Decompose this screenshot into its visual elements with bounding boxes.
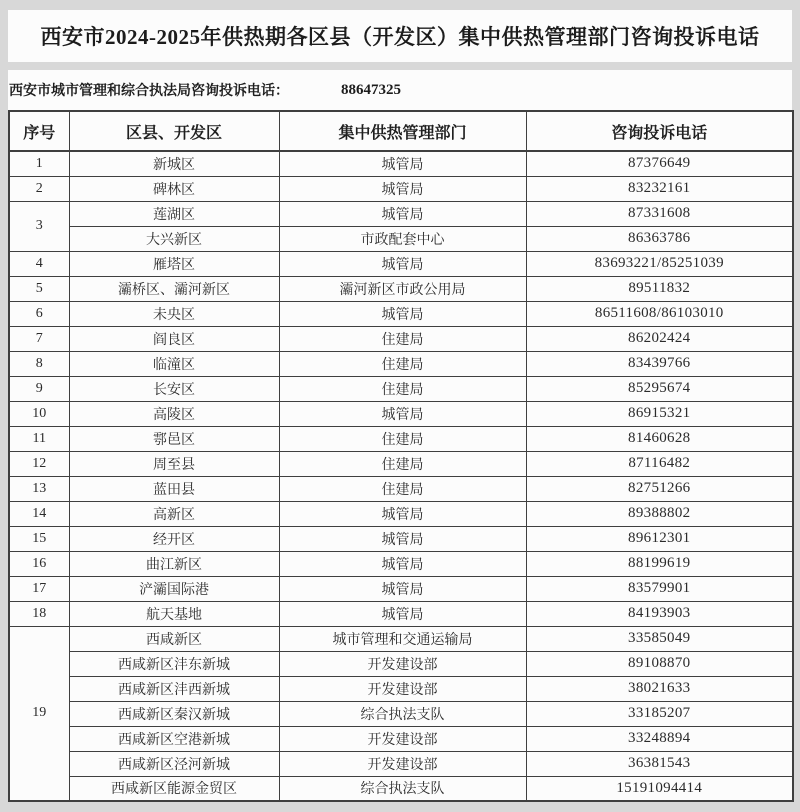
district-cell: 西咸新区能源金贸区 bbox=[69, 776, 279, 801]
city-bureau-hotline-label: 西安市城市管理和综合执法局咨询投诉电话： bbox=[9, 84, 289, 99]
row-serial-number: 18 bbox=[9, 601, 69, 626]
table-row bbox=[9, 476, 793, 501]
row-serial-number: 15 bbox=[9, 526, 69, 551]
table-header-row bbox=[9, 111, 793, 151]
district-cell: 浐灞国际港 bbox=[69, 576, 279, 601]
phone-cell: 33185207 bbox=[526, 701, 793, 726]
district-cell: 高新区 bbox=[69, 501, 279, 526]
table-row bbox=[9, 651, 793, 676]
table-row bbox=[9, 726, 793, 751]
department-cell: 城管局 bbox=[279, 201, 526, 226]
table-row bbox=[9, 601, 793, 626]
table-row bbox=[9, 526, 793, 551]
row-serial-number: 14 bbox=[9, 501, 69, 526]
table-row bbox=[9, 226, 793, 251]
phone-cell: 86202424 bbox=[526, 326, 793, 351]
district-cell: 西咸新区泾河新城 bbox=[69, 751, 279, 776]
table-row bbox=[9, 451, 793, 476]
department-cell: 城管局 bbox=[279, 501, 526, 526]
department-cell: 城管局 bbox=[279, 601, 526, 626]
district-cell: 临潼区 bbox=[69, 351, 279, 376]
row-serial-number: 3 bbox=[9, 201, 69, 251]
table-row bbox=[9, 151, 793, 176]
phone-cell: 89108870 bbox=[526, 651, 793, 676]
department-cell: 住建局 bbox=[279, 426, 526, 451]
phone-cell: 36381543 bbox=[526, 751, 793, 776]
district-cell: 大兴新区 bbox=[69, 226, 279, 251]
header-serial-number: 序号 bbox=[9, 111, 69, 151]
row-serial-number: 6 bbox=[9, 301, 69, 326]
row-serial-number: 8 bbox=[9, 351, 69, 376]
row-serial-number: 4 bbox=[9, 251, 69, 276]
row-serial-number: 13 bbox=[9, 476, 69, 501]
phone-cell: 81460628 bbox=[526, 426, 793, 451]
district-cell: 曲江新区 bbox=[69, 551, 279, 576]
header-phone: 咨询投诉电话 bbox=[526, 111, 793, 151]
phone-cell: 85295674 bbox=[526, 376, 793, 401]
phone-cell: 83232161 bbox=[526, 176, 793, 201]
row-serial-number: 1 bbox=[9, 151, 69, 176]
department-cell: 开发建设部 bbox=[279, 676, 526, 701]
phone-cell: 84193903 bbox=[526, 601, 793, 626]
table-row bbox=[9, 501, 793, 526]
department-cell: 住建局 bbox=[279, 376, 526, 401]
row-serial-number: 2 bbox=[9, 176, 69, 201]
district-cell: 阎良区 bbox=[69, 326, 279, 351]
district-cell: 新城区 bbox=[69, 151, 279, 176]
table-row bbox=[9, 626, 793, 651]
district-cell: 雁塔区 bbox=[69, 251, 279, 276]
phone-cell: 83439766 bbox=[526, 351, 793, 376]
table-row bbox=[9, 276, 793, 301]
table-row bbox=[9, 551, 793, 576]
department-cell: 城管局 bbox=[279, 401, 526, 426]
phone-cell: 15191094414 bbox=[526, 776, 793, 801]
phone-cell: 86511608/86103010 bbox=[526, 301, 793, 326]
department-cell: 住建局 bbox=[279, 351, 526, 376]
table-row bbox=[9, 201, 793, 226]
department-cell: 城管局 bbox=[279, 176, 526, 201]
department-cell: 综合执法支队 bbox=[279, 701, 526, 726]
department-cell: 开发建设部 bbox=[279, 651, 526, 676]
row-serial-number: 9 bbox=[9, 376, 69, 401]
department-cell: 城管局 bbox=[279, 301, 526, 326]
phone-cell: 87331608 bbox=[526, 201, 793, 226]
phone-cell: 89511832 bbox=[526, 276, 793, 301]
table-row bbox=[9, 576, 793, 601]
department-cell: 住建局 bbox=[279, 326, 526, 351]
phone-cell: 87376649 bbox=[526, 151, 793, 176]
table-row bbox=[9, 776, 793, 801]
table-row bbox=[9, 176, 793, 201]
table-body bbox=[9, 151, 793, 801]
department-cell: 住建局 bbox=[279, 476, 526, 501]
phone-cell: 33585049 bbox=[526, 626, 793, 651]
district-cell: 长安区 bbox=[69, 376, 279, 401]
district-cell: 西咸新区空港新城 bbox=[69, 726, 279, 751]
row-serial-number: 5 bbox=[9, 276, 69, 301]
phone-cell: 89388802 bbox=[526, 501, 793, 526]
district-cell: 周至县 bbox=[69, 451, 279, 476]
title-section bbox=[8, 10, 792, 62]
city-bureau-hotline-number: 88647325 bbox=[341, 81, 401, 98]
phone-cell: 83693221/85251039 bbox=[526, 251, 793, 276]
department-cell: 灞河新区市政公用局 bbox=[279, 276, 526, 301]
district-cell: 灞桥区、灞河新区 bbox=[69, 276, 279, 301]
district-cell: 莲湖区 bbox=[69, 201, 279, 226]
department-cell: 城管局 bbox=[279, 526, 526, 551]
department-cell: 城市管理和交通运输局 bbox=[279, 626, 526, 651]
table-row bbox=[9, 426, 793, 451]
row-serial-number: 19 bbox=[9, 626, 69, 801]
row-serial-number: 12 bbox=[9, 451, 69, 476]
table-row bbox=[9, 251, 793, 276]
table-row bbox=[9, 301, 793, 326]
department-cell: 市政配套中心 bbox=[279, 226, 526, 251]
row-serial-number: 10 bbox=[9, 401, 69, 426]
heating-hotline-table bbox=[8, 110, 794, 802]
header-district: 区县、开发区 bbox=[69, 111, 279, 151]
phone-cell: 89612301 bbox=[526, 526, 793, 551]
phone-cell: 33248894 bbox=[526, 726, 793, 751]
table-row bbox=[9, 676, 793, 701]
table-row bbox=[9, 751, 793, 776]
district-cell: 经开区 bbox=[69, 526, 279, 551]
department-cell: 城管局 bbox=[279, 551, 526, 576]
table-row bbox=[9, 701, 793, 726]
department-cell: 城管局 bbox=[279, 576, 526, 601]
phone-cell: 82751266 bbox=[526, 476, 793, 501]
district-cell: 未央区 bbox=[69, 301, 279, 326]
department-cell: 住建局 bbox=[279, 451, 526, 476]
district-cell: 西咸新区 bbox=[69, 626, 279, 651]
phone-cell: 38021633 bbox=[526, 676, 793, 701]
district-cell: 西咸新区沣西新城 bbox=[69, 676, 279, 701]
phone-cell: 83579901 bbox=[526, 576, 793, 601]
row-serial-number: 16 bbox=[9, 551, 69, 576]
row-serial-number: 11 bbox=[9, 426, 69, 451]
table-row bbox=[9, 401, 793, 426]
district-cell: 航天基地 bbox=[69, 601, 279, 626]
header-heating-department: 集中供热管理部门 bbox=[279, 111, 526, 151]
district-cell: 鄠邑区 bbox=[69, 426, 279, 451]
row-serial-number: 7 bbox=[9, 326, 69, 351]
district-cell: 西咸新区秦汉新城 bbox=[69, 701, 279, 726]
phone-cell: 86363786 bbox=[526, 226, 793, 251]
phone-cell: 88199619 bbox=[526, 551, 793, 576]
table-row bbox=[9, 376, 793, 401]
table-row bbox=[9, 326, 793, 351]
phone-cell: 86915321 bbox=[526, 401, 793, 426]
row-serial-number: 17 bbox=[9, 576, 69, 601]
table-row bbox=[9, 351, 793, 376]
district-cell: 高陵区 bbox=[69, 401, 279, 426]
department-cell: 城管局 bbox=[279, 251, 526, 276]
department-cell: 综合执法支队 bbox=[279, 776, 526, 801]
district-cell: 蓝田县 bbox=[69, 476, 279, 501]
page-title: 西安市2024-2025年供热期各区县（开发区）集中供热管理部门咨询投诉电话 bbox=[40, 25, 760, 49]
department-cell: 城管局 bbox=[279, 151, 526, 176]
subtitle-section bbox=[8, 70, 792, 110]
phone-cell: 87116482 bbox=[526, 451, 793, 476]
district-cell: 西咸新区沣东新城 bbox=[69, 651, 279, 676]
district-cell: 碑林区 bbox=[69, 176, 279, 201]
department-cell: 开发建设部 bbox=[279, 751, 526, 776]
department-cell: 开发建设部 bbox=[279, 726, 526, 751]
